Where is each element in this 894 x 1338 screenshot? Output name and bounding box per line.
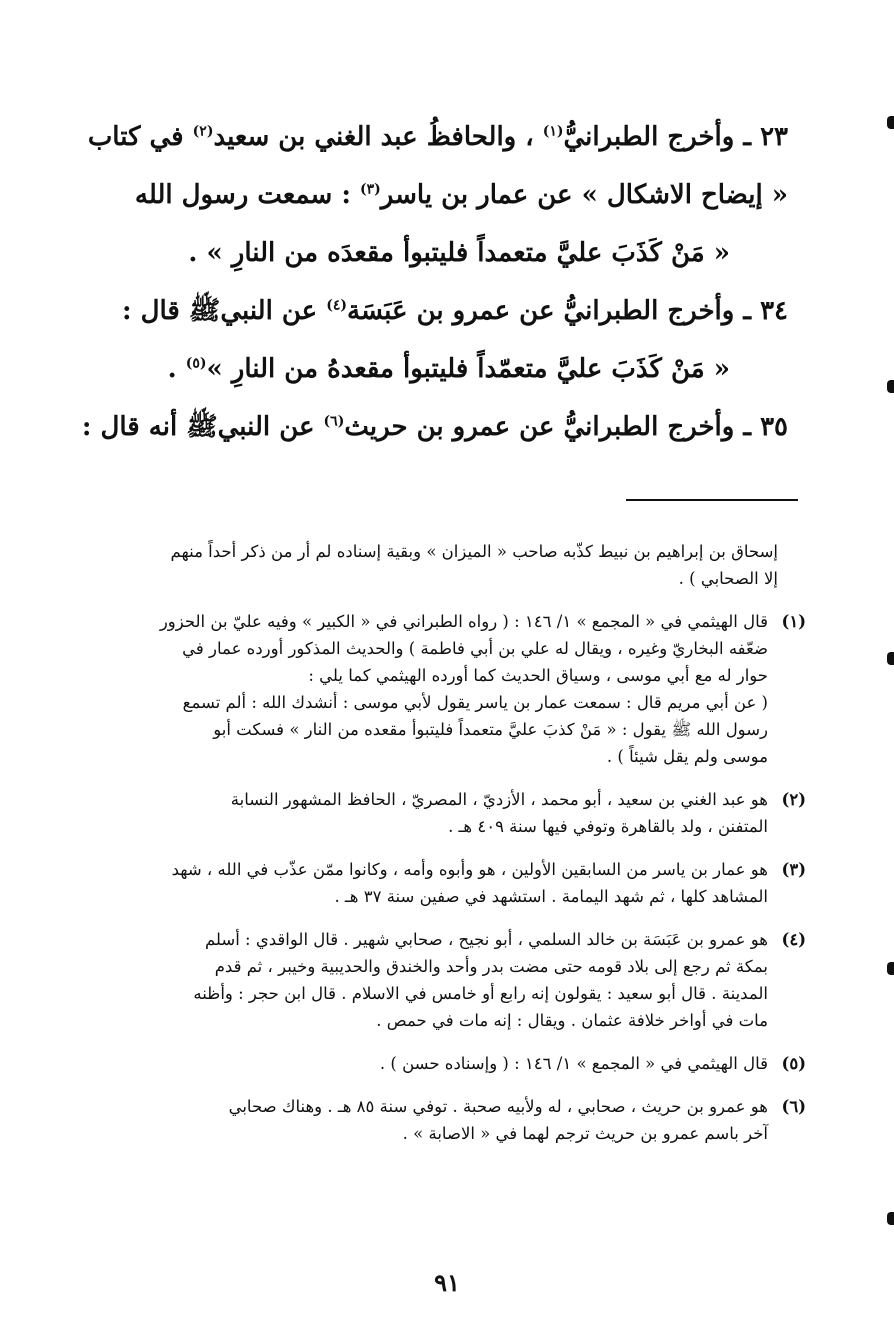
footnote-number: (٥) (781, 1054, 806, 1073)
footnote-number: (٢) (781, 790, 806, 809)
edge-mark (887, 380, 894, 393)
footnote-ref: (٣) (359, 181, 381, 198)
footnote-text: هو عمار بن ياسر من السابقين الأولين ، هو وأبوه وأمه ، وكانوا ممّن عذّب في الله ، شهد المشاهد كلها ، ثم شهد اليمامة . استشهد في صفين سنة ٣٧ هـ . (171, 860, 768, 906)
footnote-number: (٤) (781, 930, 806, 949)
footnote-5 (100, 1050, 806, 1077)
footnote-ref: (١) (542, 123, 564, 140)
footnote-continuation: إسحاق بن إبراهيم بن نبيط كذّبه صاحب « الميزان » وبقية إسناده لم أر من ذكر أحداً منهم إلا الصحابي ) . (170, 542, 778, 588)
footnote-ref: (٥) (185, 355, 207, 372)
edge-mark (887, 652, 894, 665)
page-number: ٩١ (434, 1268, 460, 1297)
hadith-35-line-1: ٣٥ ـ وأخرج الطبرانيُّ عن عمرو بن حريث$^{(٦)}$ عن النبيﷺ أنه قال : (81, 412, 788, 442)
footnote-text: هو عمرو بن حريث ، صحابي ، له ولأبيه صحبة . توفي سنة ٨٥ هـ . وهناك صحابي آخر باسم عمرو بن حريث ترجم لهما في « الاصابة » . (228, 1097, 768, 1143)
footnote-1 (100, 608, 806, 770)
footnote-ref: (٢) (192, 123, 214, 140)
footnote-number: (٦) (781, 1097, 806, 1116)
hadith-23-line-2: « إيضاح الاشكال » عن عمار بن ياسر$^{(٣)}$ : سمعت رسول الله (134, 180, 788, 210)
footnote-separator (626, 499, 798, 501)
edge-mark (887, 1212, 894, 1225)
footnote-number: (١) (781, 612, 806, 631)
footnote-ref: (٤) (326, 297, 348, 314)
footnote-text: هو عمرو بن عَبَسَة بن خالد السلمي ، أبو نجيح ، صحابي شهير . قال الواقدي : أسلم بمكة ثم رجع إلى بلاد قومه حتى مضت بدر وأحد والخندق والحديبية وخيبر ، ثم قدم المدينة . قال أبو سعيد : يقولون إنه رابع أو خامس في الاسلام . قال ابن حجر : وأظنه مات في أواخر خلافة عثمان . ويقال : إنه مات في حمص . (193, 930, 768, 1030)
hadith-23-line-1: ٢٣ ـ وأخرج الطبرانيُّ$^{(١)}$ ، والحافظُ عبد الغني بن سعيد$^{(٢)}$ في كتاب (87, 122, 788, 152)
footnote-6 (100, 1093, 806, 1147)
hadith-34-line-2: « مَنْ كَذَبَ عليَّ متعمّداً فليتبوأ مقعدهُ من النارِ »$^{(٥)}$ . (167, 354, 730, 384)
edge-mark (887, 116, 894, 129)
hadith-23-line-3: « مَنْ كَذَبَ عليَّ متعمداً فليتبوأ مقعدَه من النارِ » . (188, 238, 730, 268)
edge-mark (887, 962, 894, 975)
footnote-text: قال الهيثمي في « المجمع » ١/ ١٤٦ : ( وإسناده حسن ) . (379, 1054, 768, 1073)
footnote-ref: (٦) (323, 413, 345, 430)
footnote-2 (100, 786, 806, 840)
hadith-34-line-1: ٣٤ ـ وأخرج الطبرانيُّ عن عمرو بن عَبَسَة$^{(٤)}$ عن النبيﷺ قال : (121, 296, 788, 326)
main-text (81, 108, 788, 456)
footnotes (100, 538, 806, 1163)
footnote-3 (100, 856, 806, 910)
footnote-4 (100, 926, 806, 1034)
footnote-text: هو عبد الغني بن سعيد ، أبو محمد ، الأزديّ ، المصريّ ، الحافظ المشهور النسابة المتفنن ، ولد بالقاهرة وتوفي فيها سنة ٤٠٩ هـ . (230, 790, 768, 836)
footnote-text: قال الهيثمي في « المجمع » ١/ ١٤٦ : ( رواه الطبراني في « الكبير » وفيه عليّ بن الحزور ضعّفه البخاريّ وغيره ، ويقال له علي بن أبي فاطمة ) والحديث المذكور أورده عمار في حوار له مع أبي موسى ، وسياق الحديث كما أورده الهيثمي كما يلي : ( عن أبي مريم قال : سمعت عمار بن ياسر يقول لأبي موسى : أنشدك الله : ألم تسمع رسول الله ﷺ يقول : « مَنْ كذبَ عليَّ متعمداً فليتبوأ مقعده من النار » فسكت أبو موسى ولم يقل شيئاً ) . (159, 612, 768, 766)
footnote-number: (٣) (781, 860, 806, 879)
